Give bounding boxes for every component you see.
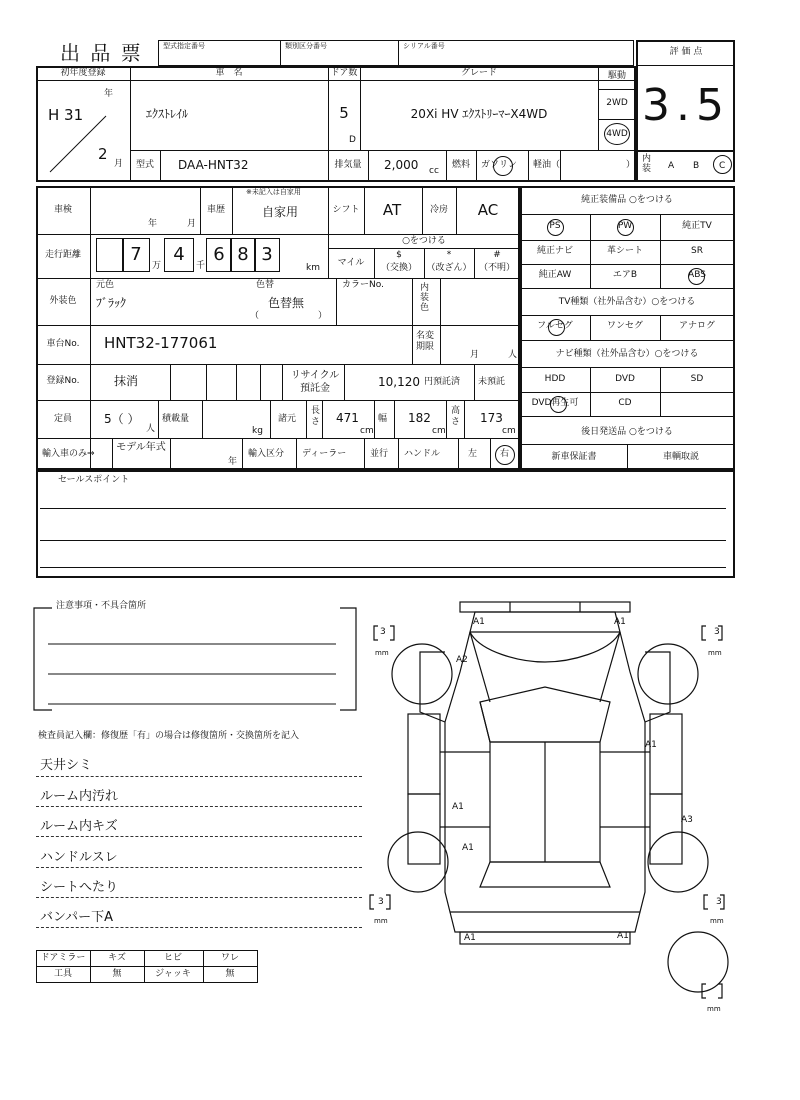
- month-unit: 月: [114, 159, 124, 169]
- history-note: ※未記入は自家用: [246, 188, 301, 196]
- damage-mark: A1: [614, 617, 626, 627]
- damage-mark: A1: [617, 931, 629, 941]
- shift-label: シフト: [332, 205, 360, 215]
- history-value: 自家用: [261, 205, 299, 219]
- drive-4wd-circle: [604, 123, 630, 145]
- recycle-unpaid: 未預託: [478, 377, 506, 387]
- color-no-label: カラーNo.: [342, 280, 384, 290]
- mile-option: マイル: [337, 258, 365, 268]
- header-info-box: [158, 40, 634, 66]
- history-label: 車歴: [206, 205, 226, 215]
- height-value: 173: [480, 411, 503, 425]
- car-name-label: 車 名: [215, 68, 243, 78]
- interior-c-circle: [713, 155, 732, 174]
- tv-title: TV種類（社外品含む）○をつける: [558, 297, 696, 307]
- nav-dvd-play: DVD再生可: [531, 398, 579, 408]
- length-value: 471: [336, 411, 359, 425]
- car-diagram: [360, 592, 750, 1022]
- import-class-label: 輸入区分: [248, 449, 285, 459]
- model-label: 型式: [135, 160, 155, 170]
- equip-airbag: エアB: [612, 270, 638, 280]
- note-item: シートへたり: [40, 880, 119, 895]
- interior-label: 内装: [642, 154, 652, 174]
- interior-c: C: [719, 161, 726, 171]
- import-label: 輸入車のみ⇒: [42, 449, 95, 459]
- note-item: ルーム内キズ: [40, 819, 118, 834]
- repaint-value: 色替無: [268, 296, 305, 310]
- interior-a: A: [668, 161, 675, 171]
- recycle-value: 10,120: [378, 375, 420, 389]
- recycle-label: リサイクル預託金: [290, 370, 340, 394]
- reg-no-value: 抹消: [114, 374, 139, 388]
- equip-tv: 純正TV: [682, 221, 712, 231]
- note-item: ルーム内汚れ: [40, 789, 119, 804]
- nav-dvd: DVD: [615, 374, 635, 384]
- ac-label: 冷房: [429, 205, 449, 215]
- mileage-digit: 4: [173, 244, 185, 265]
- shift-value: AT: [382, 201, 402, 219]
- nav-title: ナビ種類（社外品含む）○をつける: [555, 349, 699, 359]
- equip-leather: 革シート: [606, 246, 644, 256]
- drive-label: 駆動: [607, 71, 627, 81]
- details-box: [36, 186, 520, 470]
- diagonal-slash: [46, 108, 116, 178]
- first-reg-month: 2: [98, 145, 108, 163]
- equip-ps: PS: [549, 221, 561, 231]
- left-option: 左: [468, 449, 478, 459]
- name-change-label: 名変期限: [416, 331, 435, 352]
- first-reg-label: 初年度登録: [60, 68, 106, 78]
- year-unit: 年: [104, 89, 114, 99]
- later-title: 後日発送品 ○をつける: [581, 427, 673, 437]
- serial-label: シリアル番号: [403, 42, 445, 50]
- equip-pw-circle: [617, 219, 634, 236]
- tire-depth-fr: 3: [714, 627, 720, 637]
- fuel-diesel: 軽油（: [533, 160, 561, 170]
- model-value: DAA-HNT32: [178, 158, 249, 172]
- damage-mark: A1: [473, 617, 485, 627]
- chassis-label: 車台No.: [46, 339, 80, 349]
- tamper-option: （改ざん）: [426, 263, 472, 273]
- mileage-label: 走行距離: [44, 250, 82, 260]
- car-name: ｴｸｽﾄﾚｲﾙ: [146, 107, 189, 121]
- mileage-digit: 6: [213, 244, 225, 265]
- shaken-label: 車検: [53, 205, 73, 215]
- nav-dvd-play-circle: [550, 396, 567, 413]
- caution-label: 注意事項・不具合箇所: [56, 601, 147, 611]
- sales-points-label: セールスポイント: [58, 475, 130, 485]
- interior-b: B: [693, 161, 700, 171]
- note-item: 天井シミ: [40, 758, 93, 773]
- drive-2wd: 2WD: [606, 98, 628, 108]
- later-manual: 車輌取説: [662, 452, 700, 462]
- unknown-option: （不明）: [478, 263, 516, 273]
- equip-abs: ABS: [688, 270, 706, 280]
- first-reg-era: H 31: [48, 106, 84, 124]
- model-year-label: モデル年式: [116, 442, 166, 453]
- tv-analog: アナログ: [678, 321, 716, 331]
- sales-points-box: [36, 470, 735, 578]
- mileage-circle-note: ○をつける: [402, 236, 446, 246]
- chassis-value: HNT32-177061: [104, 334, 218, 352]
- later-warranty: 新車保証書: [551, 452, 597, 462]
- damage-mark: A1: [464, 933, 476, 943]
- nav-hdd: HDD: [544, 374, 566, 384]
- damage-mark: A1: [462, 843, 474, 853]
- doors-value: 5: [339, 104, 349, 122]
- category-label: 類別区分番号: [285, 42, 327, 50]
- tire-depth-rr: 3: [716, 897, 722, 907]
- damage-mark: A1: [645, 740, 657, 750]
- original-color: ﾌﾞﾗｯｸ: [96, 296, 127, 310]
- inspector-label: 検査員記入欄：修復歴「有」の場合は修復箇所・交換箇所を記入: [38, 731, 300, 741]
- exterior-label: 外装色: [49, 296, 77, 306]
- equipment-title: 純正装備品 ○をつける: [581, 195, 673, 205]
- tv-fullseg: フルセグ: [537, 321, 573, 331]
- handle-label: ハンドル: [404, 449, 441, 459]
- score-value: 3.5: [642, 80, 730, 131]
- width-value: 182: [408, 411, 431, 425]
- mileage-digit: 8: [237, 244, 249, 265]
- form-title: 出 品 票: [60, 41, 143, 65]
- specs-label: 諸元: [278, 414, 297, 424]
- exchange-option: （交換）: [380, 263, 418, 273]
- nav-cd: CD: [618, 398, 632, 408]
- capacity-label: 定員: [53, 414, 73, 424]
- tv-fullseg-circle: [548, 319, 565, 336]
- displacement-label: 排気量: [334, 160, 362, 170]
- note-item: ハンドルスレ: [40, 850, 118, 865]
- drive-4wd: 4WD: [606, 129, 628, 139]
- fuel-gasoline-circle: [493, 156, 513, 176]
- nav-sd: SD: [690, 374, 704, 384]
- cc-unit: cc: [429, 166, 439, 176]
- parallel-option: 並行: [370, 449, 389, 459]
- right-option: 右: [500, 449, 510, 459]
- grade-value: 20Xi HV ｴｸｽﾄﾘｰﾏｰX4WD: [410, 107, 548, 121]
- score-label: 評 価 点: [669, 47, 703, 57]
- capacity-value: 5（ ）: [104, 412, 140, 426]
- equip-pw: PW: [617, 221, 633, 231]
- equip-aw: 純正AW: [538, 270, 572, 280]
- tire-depth-fl: 3: [380, 627, 386, 637]
- mileage-digit: 7: [130, 244, 142, 265]
- doors-label: ドア数: [330, 68, 358, 78]
- note-item: バンパー下A: [40, 910, 113, 925]
- right-circle: [495, 445, 515, 465]
- ac-value: AC: [477, 201, 499, 219]
- reg-no-label: 登録No.: [46, 376, 80, 386]
- interior-color-label: 内装色: [420, 283, 430, 313]
- equip-ps-circle: [547, 219, 564, 236]
- dealer-option: ディーラー: [302, 449, 347, 459]
- fuel-gasoline: ガソリン: [481, 160, 518, 170]
- grade-label: グレード: [460, 68, 498, 78]
- damage-mark: A1: [452, 802, 464, 812]
- load-label: 積載量: [162, 414, 190, 424]
- equip-abs-circle: [688, 268, 705, 285]
- damage-mark: A2: [456, 655, 468, 665]
- mileage-digit: 3: [261, 244, 273, 265]
- damage-mark: A3: [681, 815, 693, 825]
- type-designation-label: 型式指定番号: [163, 42, 205, 50]
- tv-oneseg: ワンセグ: [606, 321, 644, 331]
- equip-navi: 純正ナビ: [536, 246, 574, 256]
- tire-depth-rl: 3: [378, 897, 384, 907]
- odometer: 7 万 4 千 6 8 3 km: [96, 238, 326, 274]
- caution-bracket: [32, 601, 362, 716]
- fuel-label: 燃料: [451, 160, 471, 170]
- displacement-value: 2,000: [384, 158, 419, 172]
- door-suffix: D: [349, 135, 356, 145]
- equip-sr: SR: [691, 246, 703, 256]
